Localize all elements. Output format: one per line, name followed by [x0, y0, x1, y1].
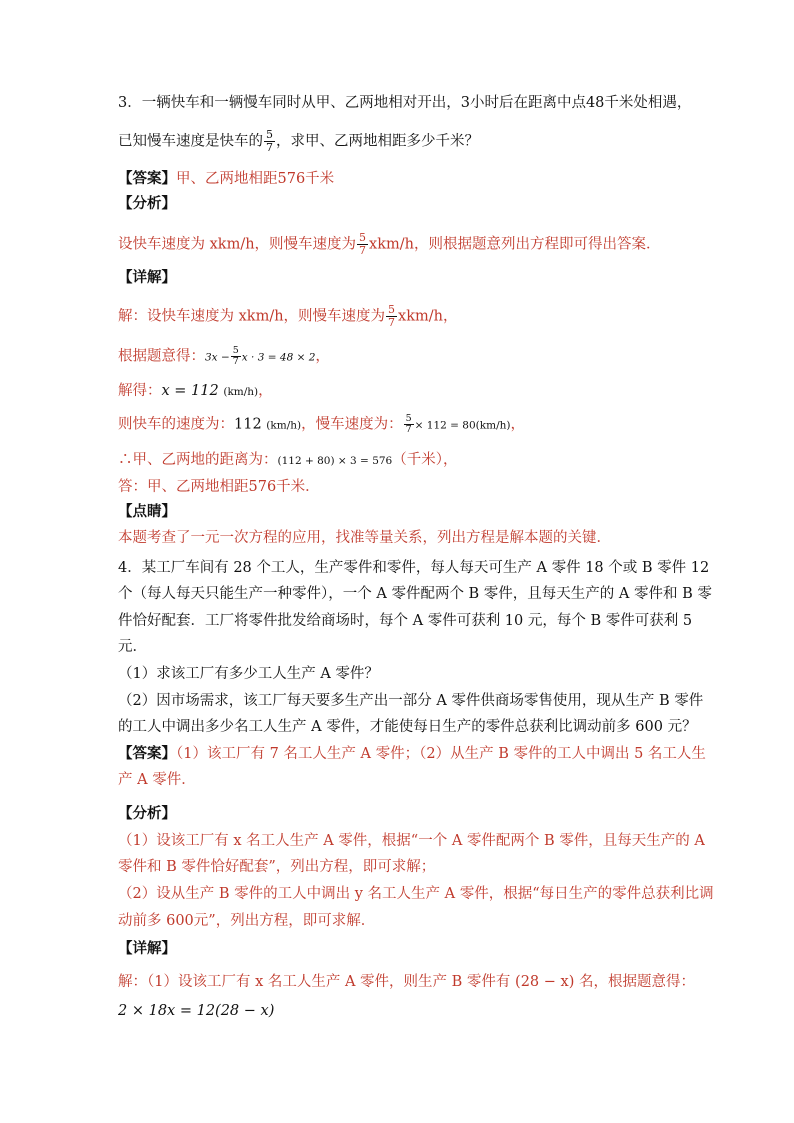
solution-text: （千米）， [392, 452, 458, 468]
q4-question-line3: 件恰好配套．工厂将零件批发给商场时，每个 A 零件可获利 10 元，每个 B 零件可获利 5 [118, 613, 693, 629]
analysis-text-pre: 设快车速度为 xkm/h，则慢车速度为 [118, 236, 357, 253]
solution-text: ，慢车速度为： [301, 416, 403, 433]
q3-detail-tag: 【详解】 [118, 269, 176, 286]
fraction-denominator: 7 [359, 244, 367, 257]
q4-subquestion-2a: （2）因市场需求，该工厂每天要多生产出一部分 A 零件供商场零售使用，现从生产 B 零件 [118, 693, 704, 709]
fraction-five-sevenths [357, 232, 368, 257]
fraction-denominator: 7 [388, 316, 396, 329]
fraction-numerator: 5 [388, 303, 396, 316]
q4-question-line4: 元． [118, 639, 147, 655]
equation-part: x = 112 [161, 383, 219, 399]
q4-analysis-1a: （1）设该工厂有 x 名工人生产 A 零件，根据“一个 A 零件配两个 B 零件，且每天生产的 A [118, 833, 705, 849]
q4-solution-line1: 解：（1）设该工厂有 x 名工人生产 A 零件，则生产 B 零件有 (28 − x) 名，根据题意得： [118, 974, 695, 990]
unit-label: (km/h) [266, 419, 302, 432]
solution-text: ， [315, 348, 330, 365]
fraction-five-sevenths [386, 304, 397, 329]
solution-text: ， [510, 416, 525, 433]
q4-analysis-2a: （2）设从生产 B 零件的工人中调出 y 名工人生产 A 零件，根据“每日生产的零件总获利比调 [118, 886, 714, 902]
solution-text: 解得： [118, 383, 162, 399]
fraction-numerator: 5 [232, 345, 239, 356]
equation-part: (112 + 80) × 3 = 576 [277, 455, 393, 467]
q4-answer-cont: 产 A 零件． [118, 772, 196, 788]
solution-text: 根据题意得： [118, 348, 205, 365]
fraction-denominator: 7 [266, 141, 273, 154]
q3-solution-line4 [118, 414, 525, 436]
answer-text: 甲、乙两地相距576千米 [176, 171, 335, 187]
q4-analysis-1b: 零件和 B 零件恰好配套”，列出方程，即可求解； [118, 859, 436, 875]
equation-part: 3x − [205, 351, 230, 364]
solution-text: 解：设快车速度为 xkm/h，则慢车速度为 [118, 308, 386, 325]
q3-question-line2 [118, 129, 479, 154]
q3-question-line2-pre: 已知慢车速度是快车的 [118, 133, 263, 150]
fraction-numerator: 5 [405, 413, 412, 424]
solution-text: ∴甲、乙两地的距离为： [118, 452, 278, 468]
fraction-five-sevenths [231, 346, 241, 367]
q4-question-line1: 4．某工厂车间有 28 个工人，生产零件和零件，每人每天可生产 A 零件 18 个或 B 零件 12 [118, 560, 710, 576]
answer-tag: 【答案】 [118, 745, 176, 762]
equation-part: x · 3 = 48 × 2 [241, 351, 316, 364]
equation-part: × 112 = 80(km/h) [414, 419, 511, 432]
q3-solution-line5 [118, 450, 458, 471]
q3-final-answer: 答：甲、乙两地相距576千米． [118, 479, 320, 495]
q3-solution-line1 [118, 304, 457, 329]
unit-label: (km/h) [223, 386, 259, 398]
analysis-text-post: xkm/h，则根据题意列出方程即可得出答案． [369, 236, 661, 253]
q3-comment-tag: 【点睛】 [118, 503, 176, 520]
q3-analysis-tag: 【分析】 [118, 195, 176, 212]
q4-analysis-tag: 【分析】 [118, 805, 176, 822]
q3-answer [118, 169, 334, 189]
fraction-numerator: 5 [266, 128, 273, 141]
fraction-denominator: 7 [405, 424, 412, 435]
q4-answer [118, 744, 706, 764]
q4-equation-1: 2 × 18x = 12(28 − x) [118, 1003, 275, 1019]
q3-comment-text: 本题考查了一元一次方程的应用，找准等量关系，列出方程是解本题的关键． [118, 530, 611, 546]
fraction-five-sevenths [264, 129, 275, 154]
q3-question-line1: 3．一辆快车和一辆慢车同时从甲、乙两地相对开出，3小时后在距离中点48千米处相遇， [118, 95, 692, 111]
q4-subquestion-2b: 的工人中调出多少名工人生产 A 零件，才能使每日生产的零件总获利比调动前多 600 元？ [118, 719, 697, 735]
q4-subquestion-1: （1）求该工厂有多少工人生产 A 零件？ [118, 666, 379, 682]
fraction-five-sevenths [404, 414, 414, 435]
q4-analysis-2b: 动前多 600元”，列出方程，即可求解． [118, 913, 376, 929]
q4-question-line2: 个（每人每天只能生产一种零件），一个 A 零件配两个 B 零件，且每天生产的 A 零件和 B 零 [118, 586, 712, 602]
fraction-denominator: 7 [232, 356, 239, 367]
q4-detail-tag: 【详解】 [118, 940, 176, 957]
q3-solution-line3 [118, 381, 273, 402]
solution-text: xkm/h， [398, 308, 458, 325]
q3-solution-line2 [118, 346, 330, 368]
q3-question-line2-post: ，求甲、乙两地相距多少千米？ [276, 133, 479, 150]
equation-part: 112 [234, 416, 262, 433]
solution-text: ， [258, 383, 273, 399]
fraction-numerator: 5 [359, 231, 367, 244]
solution-text: 则快车的速度为： [118, 416, 234, 433]
answer-tag: 【答案】 [118, 170, 176, 187]
answer-text: （1）该工厂有 7 名工人生产 A 零件；（2）从生产 B 零件的工人中调出 5 名工人生 [176, 746, 706, 762]
q3-analysis-text [118, 232, 660, 257]
